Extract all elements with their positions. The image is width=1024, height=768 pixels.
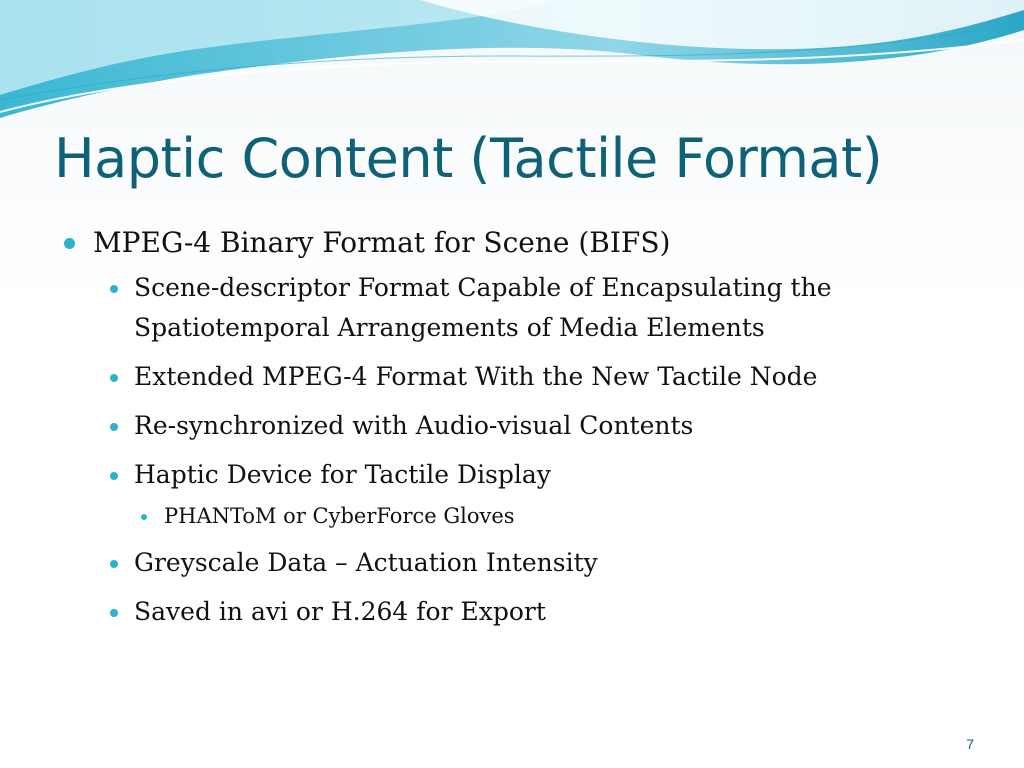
bullet-dot-icon	[110, 609, 118, 617]
sub-bullet-item	[104, 455, 962, 495]
bullet-dot-icon	[64, 238, 75, 249]
sub-bullet-text: Saved in avi or H.264 for Export	[134, 597, 546, 626]
bullet-dot-icon	[110, 560, 118, 568]
sub-bullet-item	[104, 406, 962, 446]
sub-sub-bullet-text: PHANToM or CyberForce Gloves	[164, 504, 515, 528]
bullet-list	[62, 222, 962, 641]
sub-bullet-text: Re-synchronized with Audio-visual Contents	[134, 411, 694, 440]
sub-bullet-text: Scene-descriptor Format Capable of Encapsulating the Spatiotemporal Arrangements of Media Elements	[134, 273, 832, 342]
bullet-dot-icon	[110, 285, 118, 293]
bullet-dot-icon	[110, 374, 118, 382]
bullet-text: MPEG-4 Binary Format for Scene (BIFS)	[93, 226, 671, 259]
sub-bullet-item	[104, 543, 962, 583]
sub-bullet-item	[104, 357, 962, 397]
sub-sub-bullet-item	[136, 500, 962, 532]
bullet-dot-icon	[110, 472, 118, 480]
sub-bullet-item	[104, 268, 962, 348]
sub-bullet-text: Greyscale Data – Actuation Intensity	[134, 548, 598, 577]
sub-bullet-text: Extended MPEG-4 Format With the New Tactile Node	[134, 362, 818, 391]
header-wave-decoration	[0, 0, 1024, 130]
sub-bullet-text: Haptic Device for Tactile Display	[134, 460, 551, 489]
bullet-dot-icon	[141, 514, 147, 520]
page-number: 7	[966, 736, 974, 752]
bullet-item	[62, 222, 962, 264]
sub-bullet-item	[104, 592, 962, 632]
bullet-dot-icon	[110, 423, 118, 431]
slide-title: Haptic Content (Tactile Format)	[54, 127, 883, 190]
